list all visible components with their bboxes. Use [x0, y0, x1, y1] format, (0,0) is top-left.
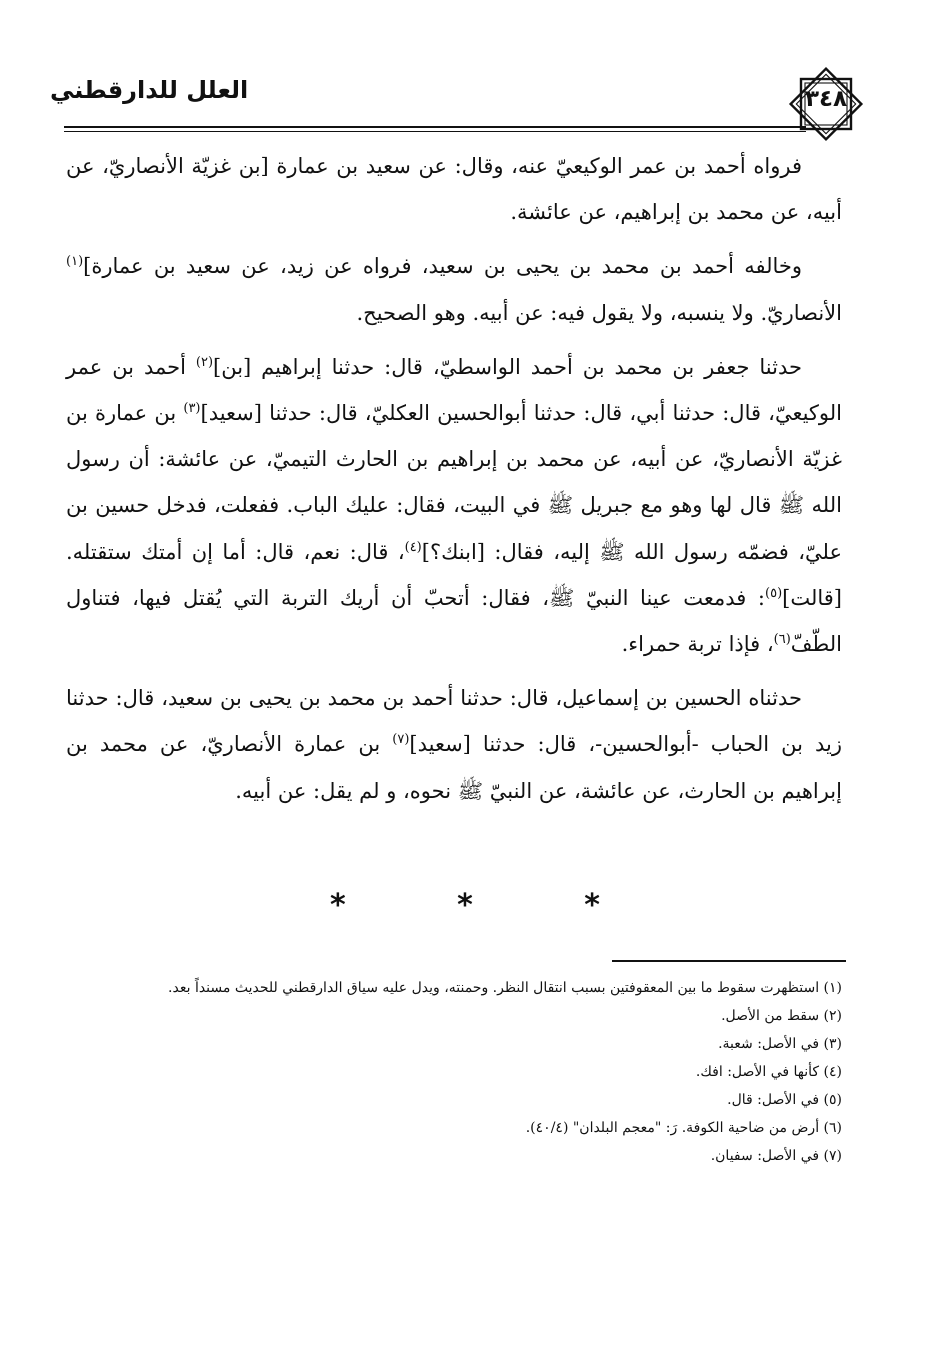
footnotes	[66, 978, 842, 1174]
running-head-title: العلل للدارقطني	[50, 76, 249, 104]
separator-star: *	[330, 888, 346, 923]
footnote-ref-6: (٦)	[773, 632, 791, 648]
footnote-3: (٣) في الأصل: شعبة.	[718, 1036, 842, 1052]
footnote-ref-2: (٢)	[195, 354, 214, 370]
footnote-4: (٤) كأنها في الأصل: افك.	[695, 1064, 842, 1080]
footnote-ref-3: (٣)	[183, 401, 201, 417]
header-rule-thick	[64, 126, 806, 128]
footnote-ref-1: (١)	[66, 254, 84, 270]
footnote-2: (٢) سقط من الأصل.	[721, 1008, 842, 1024]
header-rule-thin	[64, 131, 806, 132]
page-number: ٣٤٨	[804, 86, 848, 112]
footnote-5: (٥) في الأصل: قال.	[727, 1092, 842, 1108]
paragraph-4: حدثناه الحسين بن إسماعيل، قال: حدثنا أحمد بن محمد بن يحيى بن سعيد، قال: حدثنا زيد بن الحباب -أبوالحسين-، قال: حدثنا [سعيد]$^{(٧)}$ بن عمارة الأنصاريّ، عن محمد بن إبراهيم بن الحارث، عن عائشة، عن النبيّ ﷺ نحوه، و لم يقل: عن أبيه.	[66, 686, 842, 803]
footnote-ref-4: (٤)	[404, 539, 422, 555]
footnote-rule	[612, 960, 846, 962]
paragraph-3: حدثنا جعفر بن محمد بن أحمد الواسطيّ، قال: حدثنا إبراهيم [بن]$^{(٢)}$ أحمد بن عمر الوكيعيّ، قال: حدثنا أبي، قال: حدثنا أبوالحسين العكليّ، قال: حدثنا [سعيد]$^{(٣)}$ بن عمارة بن غزيّة الأنصاريّ، عن أبيه، عن محمد بن إبراهيم بن الحارث التيميّ، عن عائشة: أن رسول الله ﷺ قال لها وهو مع جبريل ﷺ في البيت، فقال: عليك الباب. ففعلت، فدخل حسين بن عليّ، فضمّه رسول الله ﷺ إليه، فقال: [ابنك؟]$^{(٤)}$، قال: نعم، قال: أما إن أمتك ستقتله. [قالت]$^{(٥)}$: فدمعت عينا النبيّ ﷺ، فقال: أتحبّ أن أريك التربة التي يُقتل فيها، فتناول الطّفّ$^{(٦)}$، فإذا تربة حمراء.	[66, 354, 842, 657]
main-text	[66, 143, 842, 822]
footnote-ref-5: (٥)	[765, 585, 783, 601]
footnote-6: (٦) أرض من ضاحية الكوفة. رَ: "معجم البلدان" (٤٠/٤).	[525, 1120, 842, 1136]
separator-star: *	[584, 888, 600, 923]
footnote-1: (١) استظهرت سقوط ما بين المعقوفتين بسبب انتقال النظر. وحمنته، ويدل عليه سياق الدارقطني للحديث مسنداً بعد.	[168, 980, 842, 996]
footnote-7: (٧) في الأصل: سفيان.	[710, 1148, 842, 1164]
footnote-ref-7: (٧)	[392, 732, 410, 748]
section-separator	[330, 888, 600, 923]
paragraph-2: وخالفه أحمد بن محمد بن يحيى بن سعيد، فرواه عن زيد، عن سعيد بن عمارة]$^{(١)}$ الأنصاريّ. ولا ينسبه، ولا يقول فيه: عن أبيه. وهو الصحيح.	[66, 254, 842, 325]
separator-star: *	[457, 888, 473, 923]
paragraph-1: فرواه أحمد بن عمر الوكيعيّ عنه، وقال: عن سعيد بن عمارة [بن غزيّة الأنصاريّ، عن أبيه، عن محمد بن إبراهيم، عن عائشة.	[66, 154, 842, 225]
